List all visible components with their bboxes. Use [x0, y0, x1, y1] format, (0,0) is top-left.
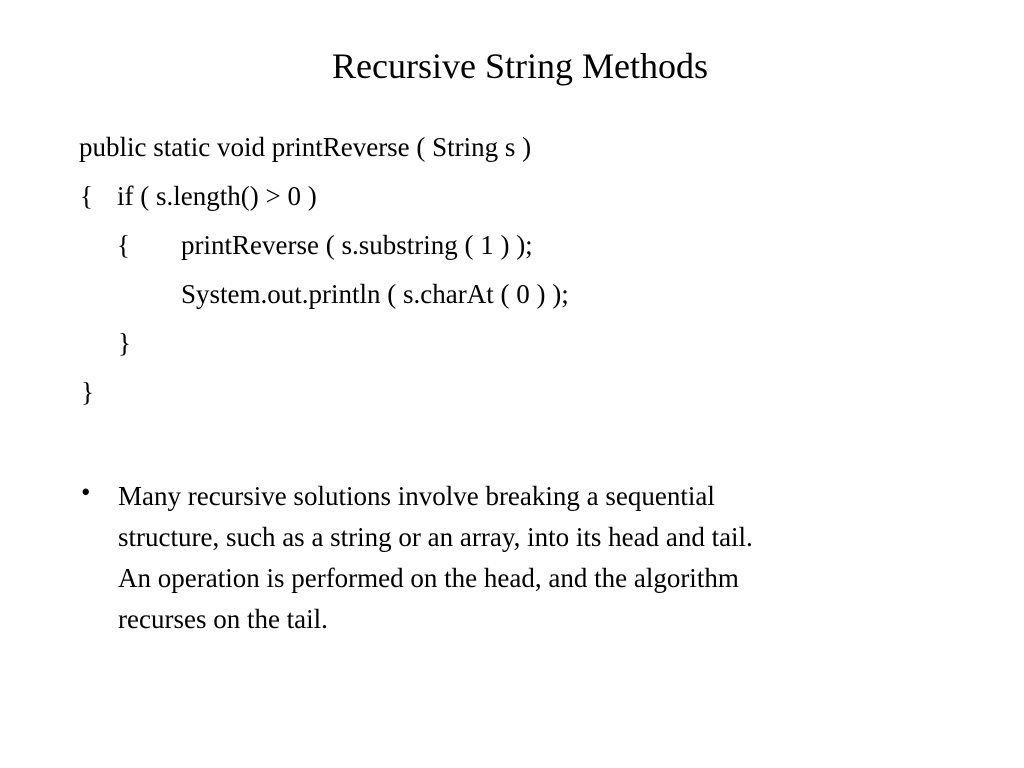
code-line-recursive-call: printReverse ( s.substring ( 1 ) ); [181, 230, 533, 260]
code-open-brace-inner: { [117, 230, 130, 260]
code-line-signature: public static void printReverse ( String s ) [79, 132, 532, 162]
code-close-brace-outer: } [81, 377, 94, 407]
code-line-if: if ( s.length() > 0 ) [117, 181, 317, 211]
bullet-line: An operation is performed on the head, and the algorithm [118, 563, 739, 593]
bullet-line: Many recursive solutions involve breaking a sequential [118, 481, 715, 511]
bullet-line: structure, such as a string or an array, into its head and tail. [118, 522, 753, 552]
code-line-print: System.out.println ( s.charAt ( 0 ) ); [181, 279, 569, 309]
bullet-marker: • [81, 477, 91, 507]
bullet-line: recurses on the tail. [118, 604, 328, 634]
bullet-paragraph [118, 476, 948, 640]
slide-title: Recursive String Methods [332, 46, 708, 86]
code-open-brace-outer: { [80, 181, 93, 211]
code-close-brace-inner: } [118, 328, 131, 358]
